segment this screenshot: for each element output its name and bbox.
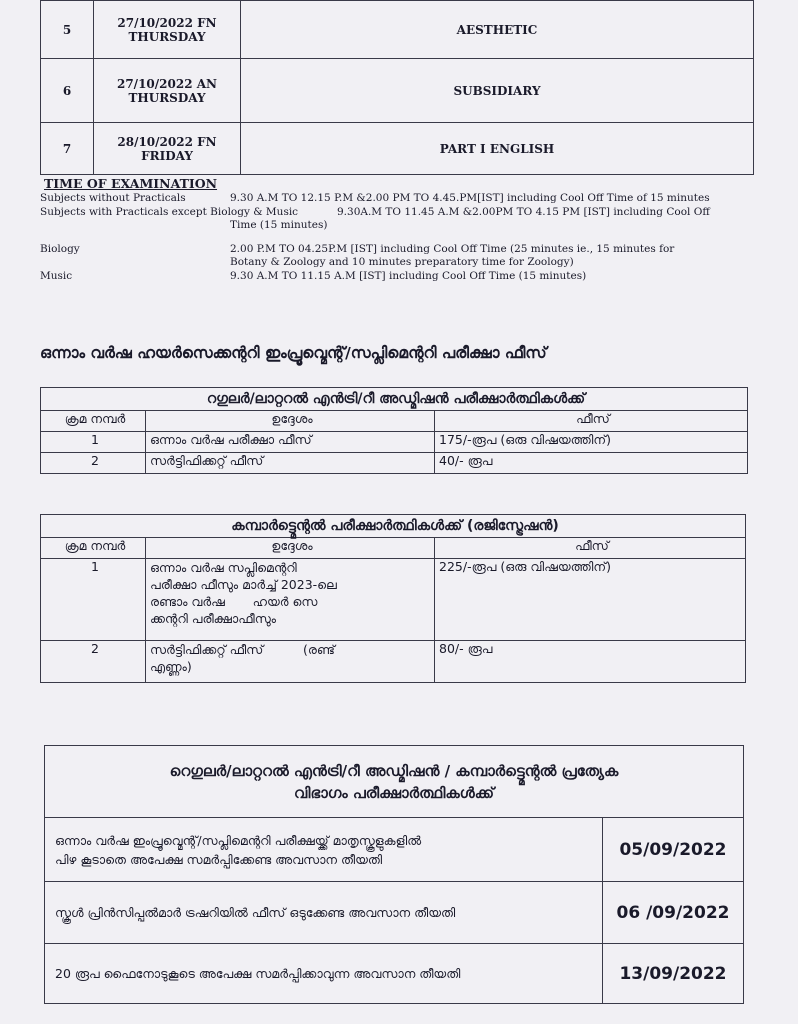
time-label: Subjects with Practicals except Biology & Music <box>40 206 299 218</box>
exam-date: 28/10/2022 FN FRIDAY <box>94 123 241 175</box>
time-label: Subjects without Practicals <box>40 192 186 204</box>
row-fee: 225/-രൂപ (ഒരു വിഷയത്തിന്) <box>435 559 746 641</box>
row-number: 7 <box>41 123 94 175</box>
exam-subject: PART I ENGLISH <box>241 123 754 175</box>
time-of-exam-heading: TIME OF EXAMINATION <box>44 176 218 191</box>
table-header-row <box>41 411 748 432</box>
row-fee: 175/-രൂപ (ഒരു വിഷയത്തിന്) <box>435 432 748 453</box>
col-header-purpose: ഉദ്ദേശം <box>146 538 435 559</box>
table-row <box>45 944 744 1004</box>
table-row <box>45 818 744 882</box>
row-number: 1 <box>41 559 146 641</box>
col-header-fee: ഫീസ് <box>435 538 746 559</box>
row-purpose: സർട്ടിഫിക്കറ്റ് ഫീസ് (രണ്ട് എണ്ണം) <box>146 641 435 683</box>
table-row <box>41 59 754 123</box>
deadline-table <box>44 745 744 1004</box>
table-row <box>41 432 748 453</box>
deadline-label: 20 രൂപ ഫൈനോടുകൂടെ അപേക്ഷ സമർപ്പിക്കാവുന്ന അവസാന തീയതി <box>45 944 603 1004</box>
fee-table-regular <box>40 387 748 474</box>
deadline-date: 13/09/2022 <box>603 944 744 1004</box>
row-purpose: സർട്ടിഫിക്കറ്റ് ഫീസ് <box>146 453 435 474</box>
table-row <box>41 641 746 683</box>
table-title: റെഗുലർ/ലാറ്ററൽ എൻട്രി/റീ അഡ്മിഷൻ / കമ്പാർട്ട്മെന്റൽ പ്രത്യേക വിഭാഗം പരീക്ഷാർത്ഥികൾക്ക് <box>45 746 744 818</box>
row-number: 6 <box>41 59 94 123</box>
time-label: Music <box>40 270 73 282</box>
row-number: 1 <box>41 432 146 453</box>
time-label: Biology <box>40 243 80 255</box>
table-row <box>41 123 754 175</box>
exam-date: 27/10/2022 AN THURSDAY <box>94 59 241 123</box>
table-row <box>41 559 746 641</box>
table-row <box>41 453 748 474</box>
col-header-number: ക്രമ നമ്പർ <box>41 538 146 559</box>
deadline-label: ഒന്നാം വർഷ ഇംപ്രൂവ്മെന്റ്/സപ്ലിമെന്ററി പരീക്ഷയ്ക്ക് മാതൃസ്കൂളുകളിൽ പിഴ കൂടാതെ അപേക്ഷ സമർപ്പിക്കേണ്ട അവസാന തീയതി <box>45 818 603 882</box>
row-fee: 40/- രൂപ <box>435 453 748 474</box>
row-purpose: ഒന്നാം വർഷ സപ്ലിമെന്ററി പരീക്ഷാ ഫീസും മാർച്ച് 2023-ലെ രണ്ടാം വർഷ ഹയർ സെ ക്കന്ററി പരീക്ഷാഫീസും <box>146 559 435 641</box>
fee-table-compartmental <box>40 514 746 683</box>
time-text: 9.30 A.M TO 12.15 P.M &2.00 PM TO 4.45.PM[IST] including Cool Off Time of 15 minutes <box>230 192 710 204</box>
exam-subject: SUBSIDIARY <box>241 59 754 123</box>
col-header-fee: ഫീസ് <box>435 411 748 432</box>
row-number: 2 <box>41 641 146 683</box>
time-text: 9.30A.M TO 11.45 A.M &2.00PM TO 4.15 PM [IST] including Cool Off <box>337 206 710 218</box>
section-title: ഒന്നാം വർഷ ഹയർസെക്കന്ററി ഇംപ്രൂവ്മെന്റ്/സപ്ലിമെന്ററി പരീക്ഷാ ഫീസ് <box>40 344 547 362</box>
row-number: 5 <box>41 1 94 59</box>
time-text: 9.30 A.M TO 11.15 A.M [IST] including Cool Off Time (15 minutes) <box>230 270 587 282</box>
time-text: 2.00 P.M TO 04.25P.M [IST] including Cool Off Time (25 minutes ie., 15 minutes for <box>230 243 675 255</box>
exam-subject: AESTHETIC <box>241 1 754 59</box>
exam-schedule-table <box>40 0 754 175</box>
exam-date: 27/10/2022 FN THURSDAY <box>94 1 241 59</box>
table-row <box>45 882 744 944</box>
deadline-date: 05/09/2022 <box>603 818 744 882</box>
table-title: റഗുലർ/ലാറ്ററൽ എൻട്രി/റീ അഡ്മിഷൻ പരീക്ഷാർത്ഥികൾക്ക് <box>41 388 748 411</box>
table-title: കമ്പാർട്ട്മെന്റൽ പരീക്ഷാർത്ഥികൾക്ക് (രജിസ്ട്രേഷൻ) <box>41 515 746 538</box>
deadline-date: 06 /09/2022 <box>603 882 744 944</box>
table-header-row <box>41 538 746 559</box>
table-row <box>41 1 754 59</box>
time-text-cont: Botany & Zoology and 10 minutes preparatory time for Zoology) <box>230 256 574 268</box>
row-number: 2 <box>41 453 146 474</box>
col-header-number: ക്രമ നമ്പർ <box>41 411 146 432</box>
deadline-label: സ്കൂൾ പ്രിൻസിപ്പൽമാർ ട്രഷറിയിൽ ഫീസ് ഒടുക്കേണ്ട അവസാന തീയതി <box>45 882 603 944</box>
row-fee: 80/- രൂപ <box>435 641 746 683</box>
col-header-purpose: ഉദ്ദേശം <box>146 411 435 432</box>
row-purpose: ഒന്നാം വർഷ പരീക്ഷാ ഫീസ് <box>146 432 435 453</box>
time-text-cont: Time (15 minutes) <box>230 219 328 231</box>
